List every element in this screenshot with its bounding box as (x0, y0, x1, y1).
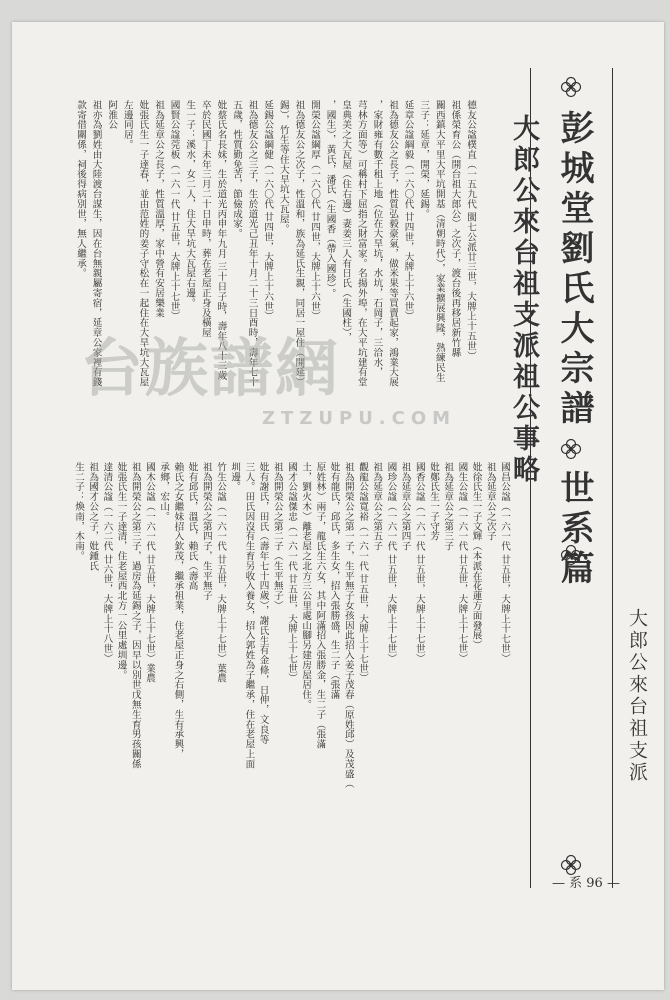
text-column: 卒於民國丁未年三月二十日申時，葬在老屋正身及橫屋 (199, 100, 211, 338)
text-column: 國才公諡傑忠（一六一代 廿五世，大牌上十七世） (286, 462, 297, 684)
text-column: 祖為開榮公之第二子（生平無子） (271, 462, 283, 611)
text-column: 國木公諡（一六一代 廿五世，大牌上十七世）業農 (144, 462, 155, 684)
text-column: 妣徐氏生一子文輝（本派在花蓮方面發展） (470, 462, 482, 651)
text-column: 國珍公諡（一六一代 廿五世，大牌上十七世） (385, 462, 397, 664)
watermark-text: 台族譜網 (80, 332, 340, 405)
text-column: 芎林方面等）可稱村下屈指之財富家。名揚外埠，在大平坑建有堂 (355, 100, 367, 388)
text-column: 延章公諡綱毅（一六〇代 廿四世，大牌上十六世） (402, 100, 414, 322)
text-column: 祖為開榮公之第四子，生平無子 (200, 462, 212, 601)
text-column: 達清公諡（一六二代 廿六世，大牌上十八世） (101, 462, 113, 664)
text-column: 原姓林）兩子，龍氏生六女，其中阿滿招入張勝金，生二子（張滿 (314, 462, 326, 750)
side-branch-label: 大郎公來台祖支派 (626, 608, 648, 784)
text-column: 妣有謝氏，田氏（壽年七十四歲），謝氏生有金條，日伸，文良等 (257, 462, 269, 745)
text-column: 生二子：煥南，木南。 (73, 462, 84, 561)
text-column: 圳邊。 (229, 462, 241, 492)
text-column: 妣鄭氏生一子守芳 (428, 462, 439, 542)
rosette-ornament-mid (560, 438, 582, 460)
title-frame-right-line (612, 68, 613, 888)
page-number: — 系 96 — (552, 876, 620, 891)
document-page (12, 22, 664, 990)
text-column: 承鄉，宏山。 (158, 462, 170, 522)
text-column: 祖為開榮公之第三子，過房為延錫之子，因早以別世戊無生育男孩關係 (129, 462, 141, 769)
branch-title: 大郎公來台祖支派祖公事略 (508, 114, 539, 486)
text-column: 開榮公諡綱厚（一六〇代 廿四世，大牌上十六世） (309, 100, 320, 322)
text-column: 德友公諡樸直（一五九代 閩七公派廿三世，大牌上十五世） (465, 100, 476, 361)
text-column: 妣張氏生一子達春，並由范姓的姜子守松在一起住在大旱坑大瓦屋 (137, 100, 149, 388)
text-column: 三人。田氏因沒有生育另收入養女，招入郭姓為子繼承，住在老屋上面 (243, 462, 255, 769)
text-column: 祖係榮育公（開台祖大郎公）之次子，渡台後再移居新竹縣 (449, 100, 461, 358)
text-column: 五歲，性質勤免苦，節儉成家。 (231, 100, 242, 239)
text-column: 妣有龍氏，邱氏，多生女，招入張勝盛，生二子（張滿 (328, 462, 340, 700)
text-column: 祖為德友公之長子，性質弘毅豪氣，做米果等買賣起家，鴻業大展 (387, 100, 398, 388)
text-column: 賴氏之女繼妹招入欽茂，繼承祖業，住老屋正身之右側，生有承興， (172, 462, 184, 759)
text-column: 祖為國才公之子，妣鍾氏 (87, 462, 99, 571)
text-column: 祖為延章公之次子 (484, 462, 496, 542)
text-column: 延錫公諡綱健（一六〇代 廿四世，大牌上十六世） (262, 100, 274, 322)
text-column: 生一子：溪水，女二人，住大旱坑大瓦屋右邊。 (184, 100, 196, 308)
text-column: 皇典美之大瓦屋（住右邊）妻姜三人有日氏（生國柱）， (340, 100, 352, 343)
text-column: 竹生公諡（一六一代 廿五世，大牌上十七世）葉農 (215, 462, 226, 684)
text-column: 妣張氏生一子達清，住老屋西北方一公里處圳邊。 (115, 462, 127, 680)
text-column: 國生公諡（一六一代 廿五世，大牌上十七世） (456, 462, 468, 664)
text-column: 祖為延章公之第三子 (442, 462, 454, 552)
text-column: 國香公諡（一六一代 廿五世，大牌上十七世） (413, 462, 425, 664)
text-column: ，家財雍有數千租上地（位在大旱坑，水坑，石岡子，三洽水， (371, 100, 383, 378)
text-column: 妣有邱氏，溫氏，賴氏（壽高 (186, 462, 198, 591)
text-column: 左邊同居。 (121, 100, 133, 150)
text-column: 祖為德友公之三子，生於道光己丑年十月二十三日酉時，壽年七十 (246, 100, 258, 388)
text-column: 土，劉火木）離老屋之北方三公里處山腳另建房屋居住。 (300, 462, 312, 710)
text-column: 國賢公諡莞板（一六一代 廿五世，大牌上十七世） (168, 100, 180, 322)
text-column: 祖亦為劉姓由大陸渡台謀生，因在台無親屬寄宿，延章公家裡有錢 (90, 100, 102, 388)
text-column: 祖為延章公之第五子 (371, 462, 383, 552)
text-column: 關西鎮大平里大平坑開基（清朝時代），家業擴展興隆，熟練民生 (433, 100, 445, 383)
text-column: 妣蔡氏名長妹，生於道光丙申年九月 三十日子時，壽年八十三歲 (215, 100, 227, 381)
text-column: 祖為開榮公之第一子，生平無子女孩因此招入姜子茂春（原姓邱）及茂盛（ (342, 462, 354, 789)
text-column: 國昌公諡（一六一代 廿五世，大牌上十七世） (499, 462, 510, 664)
text-column: ，國生），黃氏，潘氏（生國香（帶入國珍）。 (324, 100, 336, 299)
text-column: 錫），竹生等住大旱坑大瓦屋。 (277, 100, 289, 234)
text-column: 款寄借關係，祠後得病別世，無人繼承。 (75, 100, 86, 279)
section-title: 世系篇 (554, 470, 594, 590)
text-column: 阿淮公 (106, 100, 118, 130)
genealogy-title: 彭城堂劉氏大宗譜 (554, 110, 594, 430)
text-column: 祖為延章公之第四子 (399, 462, 411, 552)
watermark-url: ZTZUPU.COM (262, 408, 457, 429)
text-column: 三子：延章，開榮，延錫。 (418, 100, 430, 219)
rosette-ornament-top (560, 76, 582, 98)
text-column: 觀龍公諡寬裕（一六一代 廿五世，大牌上十七世） (357, 462, 368, 684)
text-column: 祖為德友公之次子，性溫和，族為延氏生親，同居一屋住（開延） (293, 100, 305, 388)
text-column: 祖為延章公之長子，性質溫厚，家中營有安居樂業 (153, 100, 164, 318)
